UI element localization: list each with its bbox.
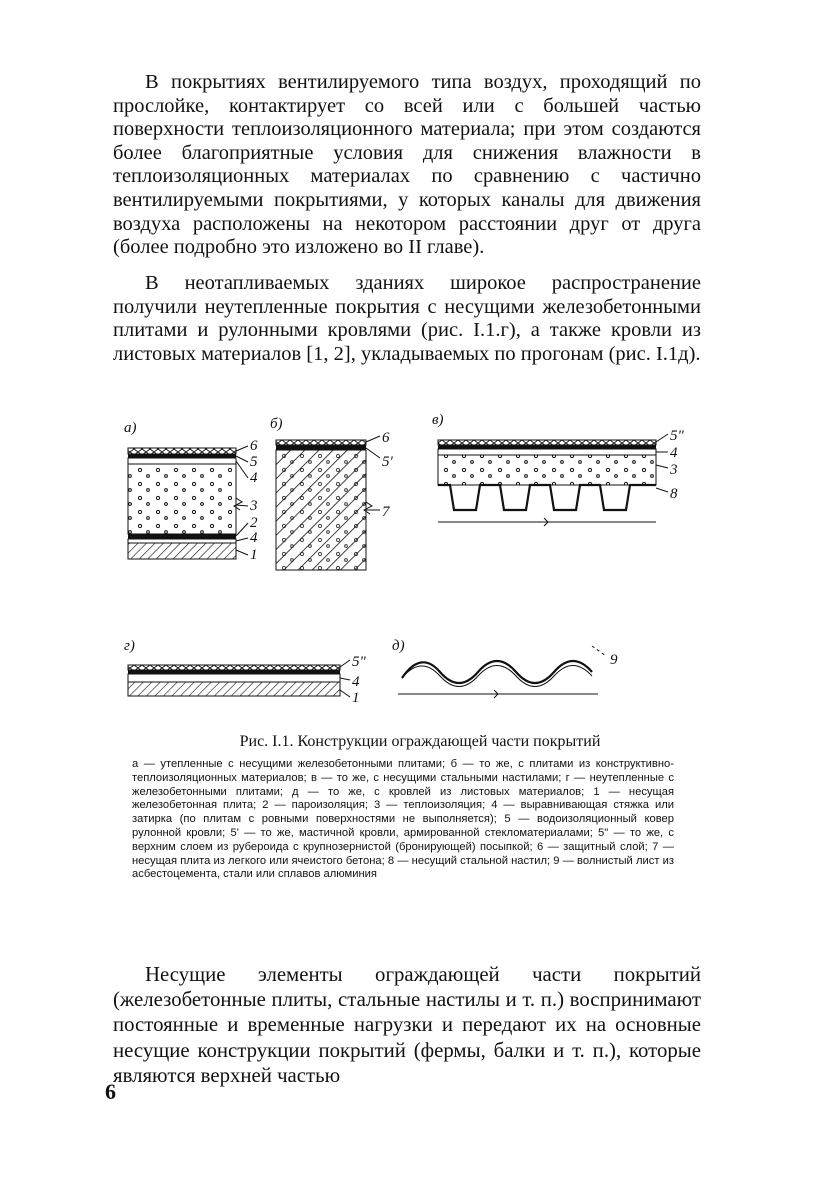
callout-b-7: 7 <box>382 504 390 520</box>
figure-caption-title: Рис. I.1. Конструкции ограждающей части покрытий <box>239 733 601 750</box>
panel-a-label: а) <box>124 420 137 436</box>
callout-g-4: 4 <box>352 674 360 690</box>
panel-d-diagram <box>392 638 618 698</box>
callout-v-5dblprime: 5" <box>670 428 684 444</box>
panel-g-diagram <box>124 638 367 706</box>
callout-a-6: 6 <box>250 438 258 454</box>
callout-a-3: 3 <box>250 498 258 514</box>
panel-b-label: б) <box>270 416 283 432</box>
callout-a-5: 5 <box>250 454 258 470</box>
paragraph-unheated-buildings: В неотапливаемых зданиях широкое распространение получили неутепленные покрытия с несущими железобетонными плитами и рулонными кровлями (рис. I.1.г), а также кровли из листовых материалов [1, 2], укладываемых по прогонам (рис. I.1д). <box>113 272 701 365</box>
callout-g-5dblprime: 5" <box>352 654 366 670</box>
figure-roof-constructions <box>118 410 708 730</box>
callout-d-9: 9 <box>610 652 618 668</box>
panel-a-diagram <box>124 420 258 563</box>
panel-v-label: в) <box>432 412 444 428</box>
callout-b-5prime: 5' <box>382 454 393 470</box>
callout-a-1: 1 <box>250 547 258 563</box>
callout-v-8: 8 <box>670 486 678 502</box>
panel-g-label: г) <box>124 638 135 654</box>
callout-b-6: 6 <box>382 430 390 446</box>
callout-v-4: 4 <box>670 445 678 461</box>
callout-g-1: 1 <box>352 690 360 706</box>
paragraph-ventilated-roofs: В покрытиях вентилируемого типа воздух, проходящий по прослойке, контактирует со всей или с большей частью поверхности теплоизоляционного материала; при этом создаются более благоприятные условия для снижения влажности в теплоизоляционных материалах по сравнению с частично вентилируемыми покрытиями, у которых каналы для движения воздуха расположены на некотором расстоянии друг от друга (более подробно это изложено во II главе). <box>113 71 701 259</box>
callout-v-3: 3 <box>670 462 678 478</box>
panel-d-label: д) <box>392 638 405 654</box>
panel-b-diagram <box>270 416 394 570</box>
page-number: 6 <box>105 1079 116 1104</box>
callout-a-4b: 4 <box>250 530 258 546</box>
figure-caption-legend: а — утепленные с несущими железобетонными плитами; б — то же, с плитами из конструктивно-теплоизоляционных материалов; в — то же, с несущими стальными настилами; г — неутепленные с железобетонными плитами; д — то же, с кровлей из листовых материалов; 1 — несущая железобетонная плита; 2 — пароизоляция; 3 — теплоизоляция; 4 — выравнивающая стяжка или затирка (по плитам с ровными поверхностями не выполняется); 5 — водоизоляционный ковер рулонной кровли; 5' — то же, мастичной кровли, армированной стекломатериалами; 5" — то же, с верхним слоем из рубероида с крупнозернистой (бронирующей) посыпкой; 6 — защитный слой; 7 — несущая плита из легкого или ячеистого бетона; 8 — несущий стальной настил; 9 — волнистый лист из асбестоцемента, стали или сплавов алюминия <box>132 758 674 881</box>
panel-v-diagram <box>432 412 685 526</box>
callout-a-4: 4 <box>250 470 258 486</box>
callout-a-2: 2 <box>250 515 258 531</box>
paragraph-bearing-elements: Несущие элементы ограждающей части покрытий (железобетонные плиты, стальные настилы и т. п.) воспринимают постоянные и временные нагрузки и передают их на основные несущие конструкции покрытий (фермы, балки и т. п.), которые являются верхней частью <box>113 963 701 1087</box>
